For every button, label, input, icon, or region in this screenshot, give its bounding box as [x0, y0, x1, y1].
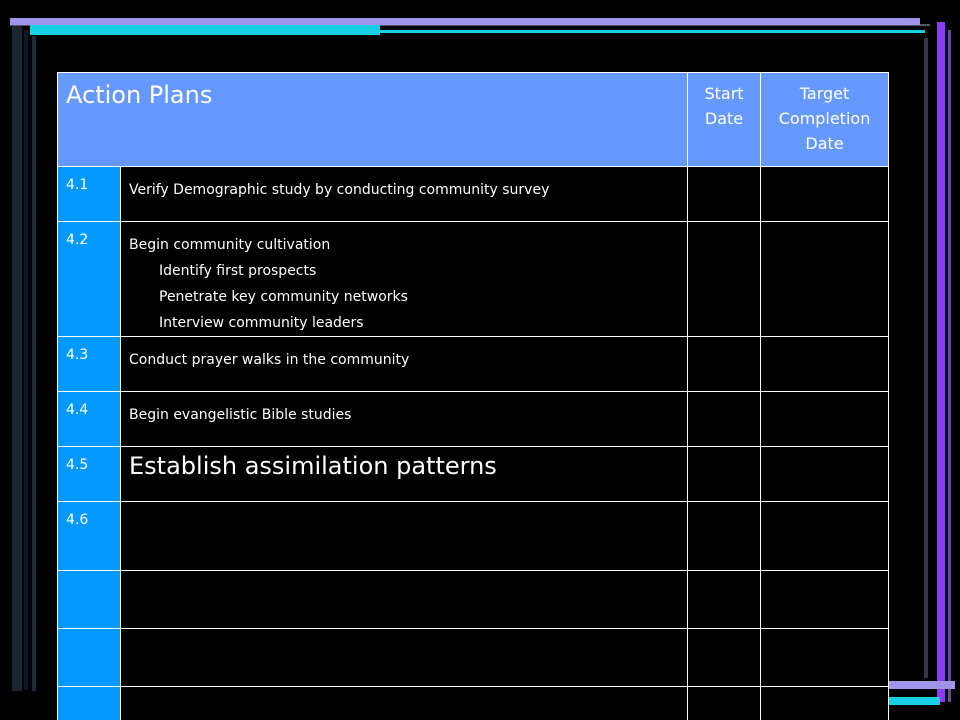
frame-bar-top-lavender [10, 18, 920, 25]
row-description [121, 337, 688, 392]
action-plans-table [57, 72, 889, 720]
start-date-cell [688, 629, 761, 687]
target-date-cell [761, 447, 889, 502]
table-row [58, 571, 889, 629]
table-row [58, 629, 889, 687]
start-date-cell [688, 447, 761, 502]
table-row [58, 392, 889, 447]
row-description [121, 392, 688, 447]
row-description [121, 167, 688, 222]
row-description-subline: Interview community leaders [159, 315, 364, 331]
start-date-cell [688, 687, 761, 720]
row-number: 4.2 [58, 222, 121, 337]
row-number [58, 629, 121, 687]
table-row [58, 337, 889, 392]
frame-bar-top-cyan-thin [380, 30, 925, 33]
target-date-cell [761, 687, 889, 720]
frame-bar-top-cyan [30, 25, 380, 35]
row-description [121, 629, 688, 687]
target-date-cell [761, 337, 889, 392]
row-description [121, 222, 688, 337]
header-target-completion-date: Target Completion Date [761, 73, 889, 167]
row-number: 4.6 [58, 502, 121, 571]
row-description-line: Begin community cultivation [129, 237, 331, 253]
target-date-cell [761, 392, 889, 447]
row-number: 4.1 [58, 167, 121, 222]
header-start-date: Start Date [688, 73, 761, 167]
row-description-line: Verify Demographic study by conducting community survey [129, 182, 550, 198]
start-date-cell [688, 167, 761, 222]
row-description-line: Begin evangelistic Bible studies [129, 407, 352, 423]
start-date-cell [688, 392, 761, 447]
table-row [58, 222, 889, 337]
row-description-line: Establish assimilation patterns [129, 452, 497, 480]
row-description [121, 502, 688, 571]
frame-bar-right-pink [948, 30, 951, 702]
row-description-subline: Penetrate key community networks [159, 289, 408, 305]
start-date-cell [688, 502, 761, 571]
frame-bar-left-2 [24, 30, 28, 690]
frame-bar-left-3 [32, 36, 36, 691]
table-row [58, 167, 889, 222]
row-description [121, 447, 688, 502]
target-date-cell [761, 571, 889, 629]
row-number: 4.3 [58, 337, 121, 392]
target-date-cell [761, 167, 889, 222]
table-row [58, 687, 889, 720]
frame-bar-right-purple [937, 22, 945, 702]
frame-bar-left-1 [12, 26, 22, 691]
target-date-cell [761, 502, 889, 571]
target-date-cell [761, 629, 889, 687]
start-date-cell [688, 222, 761, 337]
row-description [121, 687, 688, 720]
row-number: 4.5 [58, 447, 121, 502]
row-description [121, 571, 688, 629]
table-row [58, 447, 889, 502]
row-number: 4.4 [58, 392, 121, 447]
row-description-subline: Identify first prospects [159, 263, 317, 279]
table-row [58, 502, 889, 571]
frame-bar-right-gray [924, 38, 928, 678]
start-date-cell [688, 337, 761, 392]
table-header-row [58, 73, 889, 167]
target-date-cell [761, 222, 889, 337]
row-description-line: Conduct prayer walks in the community [129, 352, 410, 368]
row-number [58, 687, 121, 720]
start-date-cell [688, 571, 761, 629]
header-title: Action Plans [58, 73, 688, 167]
row-number [58, 571, 121, 629]
